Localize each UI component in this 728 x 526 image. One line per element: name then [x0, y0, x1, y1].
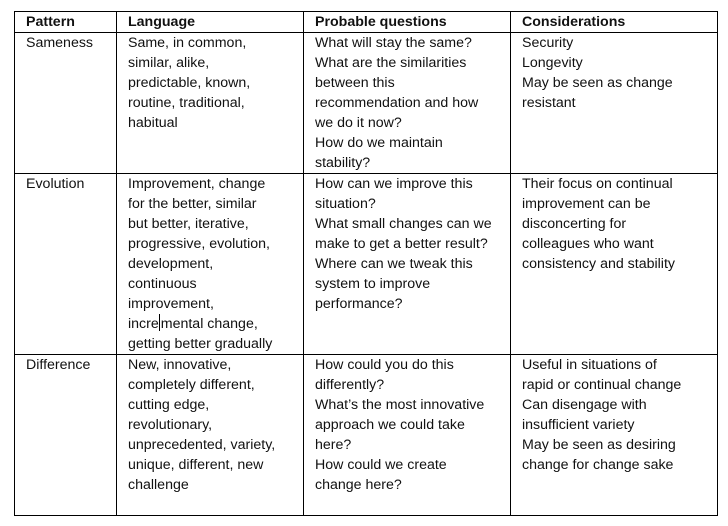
cell-text-line: system to improve — [315, 276, 431, 292]
cell-text-line: between this — [315, 75, 395, 91]
cell-text-line: stability? — [315, 155, 371, 171]
cell-text-line: recommendation and how — [315, 95, 479, 111]
pattern-label: Difference — [26, 357, 91, 373]
cell-pattern — [15, 33, 117, 174]
cell-questions — [304, 355, 511, 516]
cell-text-line: similar, alike, — [128, 55, 210, 71]
cell-text-line: Their focus on continual — [522, 176, 673, 192]
cell-text-line: cutting edge, — [128, 397, 210, 413]
cell-text-line: What small changes can we — [315, 216, 492, 232]
table-row-difference — [15, 355, 718, 516]
cell-text-line: Same, in common, — [128, 35, 247, 51]
cell-text-line: How can we improve this — [315, 176, 473, 192]
cell-text-line: May be seen as desiring — [522, 437, 676, 453]
header-pattern: Pattern — [15, 12, 117, 33]
cell-considerations — [511, 174, 718, 355]
cell-text-line: New, innovative, — [128, 357, 232, 373]
cell-text-line: change for change sake — [522, 457, 674, 473]
patterns-table — [14, 11, 718, 516]
cell-language — [117, 355, 304, 516]
cell-text-line: Longevity — [522, 55, 583, 71]
cell-text-line: incre mental change, — [128, 316, 258, 332]
cell-text-line: predictable, known, — [128, 75, 251, 91]
cell-text-line: consistency and stability — [522, 256, 675, 272]
cell-text-line: May be seen as change — [522, 75, 673, 91]
cell-text-line: improvement can be — [522, 196, 651, 212]
cell-language — [117, 33, 304, 174]
cell-text-line: Useful in situations of — [522, 357, 657, 373]
table-row-sameness — [15, 33, 718, 174]
cell-text-line: differently? — [315, 377, 385, 393]
cell-text-line-with-caret — [128, 314, 297, 334]
cell-text-line: colleagues who want — [522, 236, 654, 252]
cell-questions — [304, 174, 511, 355]
cell-text-line: change here? — [315, 477, 402, 493]
cell-text-line: completely different, — [128, 377, 255, 393]
table-row-evolution — [15, 174, 718, 355]
cell-text-line: rapid or continual change — [522, 377, 682, 393]
header-language: Language — [117, 12, 304, 33]
cell-text-line: What are the similarities — [315, 55, 467, 71]
cell-text-line: approach we could take — [315, 417, 465, 433]
cell-text-line: Improvement, change — [128, 176, 266, 192]
cell-text-line: improvement, — [128, 296, 214, 312]
cell-text-line: What’s the most innovative — [315, 397, 485, 413]
cell-pattern — [15, 355, 117, 516]
cell-text-line: here? — [315, 437, 352, 453]
cell-text-line: getting better gradually — [128, 336, 273, 352]
cell-text-line: How could we create — [315, 457, 447, 473]
pattern-label: Sameness — [26, 35, 94, 51]
cell-text-line: How do we maintain — [315, 135, 443, 151]
cell-text-line: disconcerting for — [522, 216, 627, 232]
cell-considerations — [511, 33, 718, 174]
cell-text-line: we do it now? — [315, 115, 402, 131]
cell-text-line: unique, different, new — [128, 457, 264, 473]
cell-considerations — [511, 355, 718, 516]
cell-text-line: revolutionary, — [128, 417, 213, 433]
cell-text-line: progressive, evolution, — [128, 236, 270, 252]
cell-text-line: insufficient variety — [522, 417, 635, 433]
cell-text-line: situation? — [315, 196, 376, 212]
cell-text-line: performance? — [315, 296, 403, 312]
cell-text-line: development, — [128, 256, 214, 272]
cell-text-line: How could you do this — [315, 357, 454, 373]
cell-questions — [304, 33, 511, 174]
cell-text-line: make to get a better result? — [315, 236, 488, 252]
cell-text-line: What will stay the same? — [315, 35, 472, 51]
cell-text-line: unprecedented, variety, — [128, 437, 276, 453]
cell-text-line: Can disengage with — [522, 397, 647, 413]
header-row — [15, 12, 718, 33]
header-probable-questions: Probable questions — [304, 12, 511, 33]
cell-text-line: habitual — [128, 115, 178, 131]
header-considerations: Considerations — [511, 12, 718, 33]
cell-text-line: but better, iterative, — [128, 216, 249, 232]
cell-text-line: challenge — [128, 477, 189, 493]
cell-text-line: Security — [522, 35, 574, 51]
cell-text-line: for the better, similar — [128, 196, 257, 212]
cell-text-line: continuous — [128, 276, 197, 292]
cell-pattern — [15, 174, 117, 355]
cell-text-line: routine, traditional, — [128, 95, 245, 111]
cell-text-line: resistant — [522, 95, 576, 111]
cell-language[interactable] — [117, 174, 304, 355]
pattern-label: Evolution — [26, 176, 85, 192]
cell-text-line: Where can we tweak this — [315, 256, 473, 272]
